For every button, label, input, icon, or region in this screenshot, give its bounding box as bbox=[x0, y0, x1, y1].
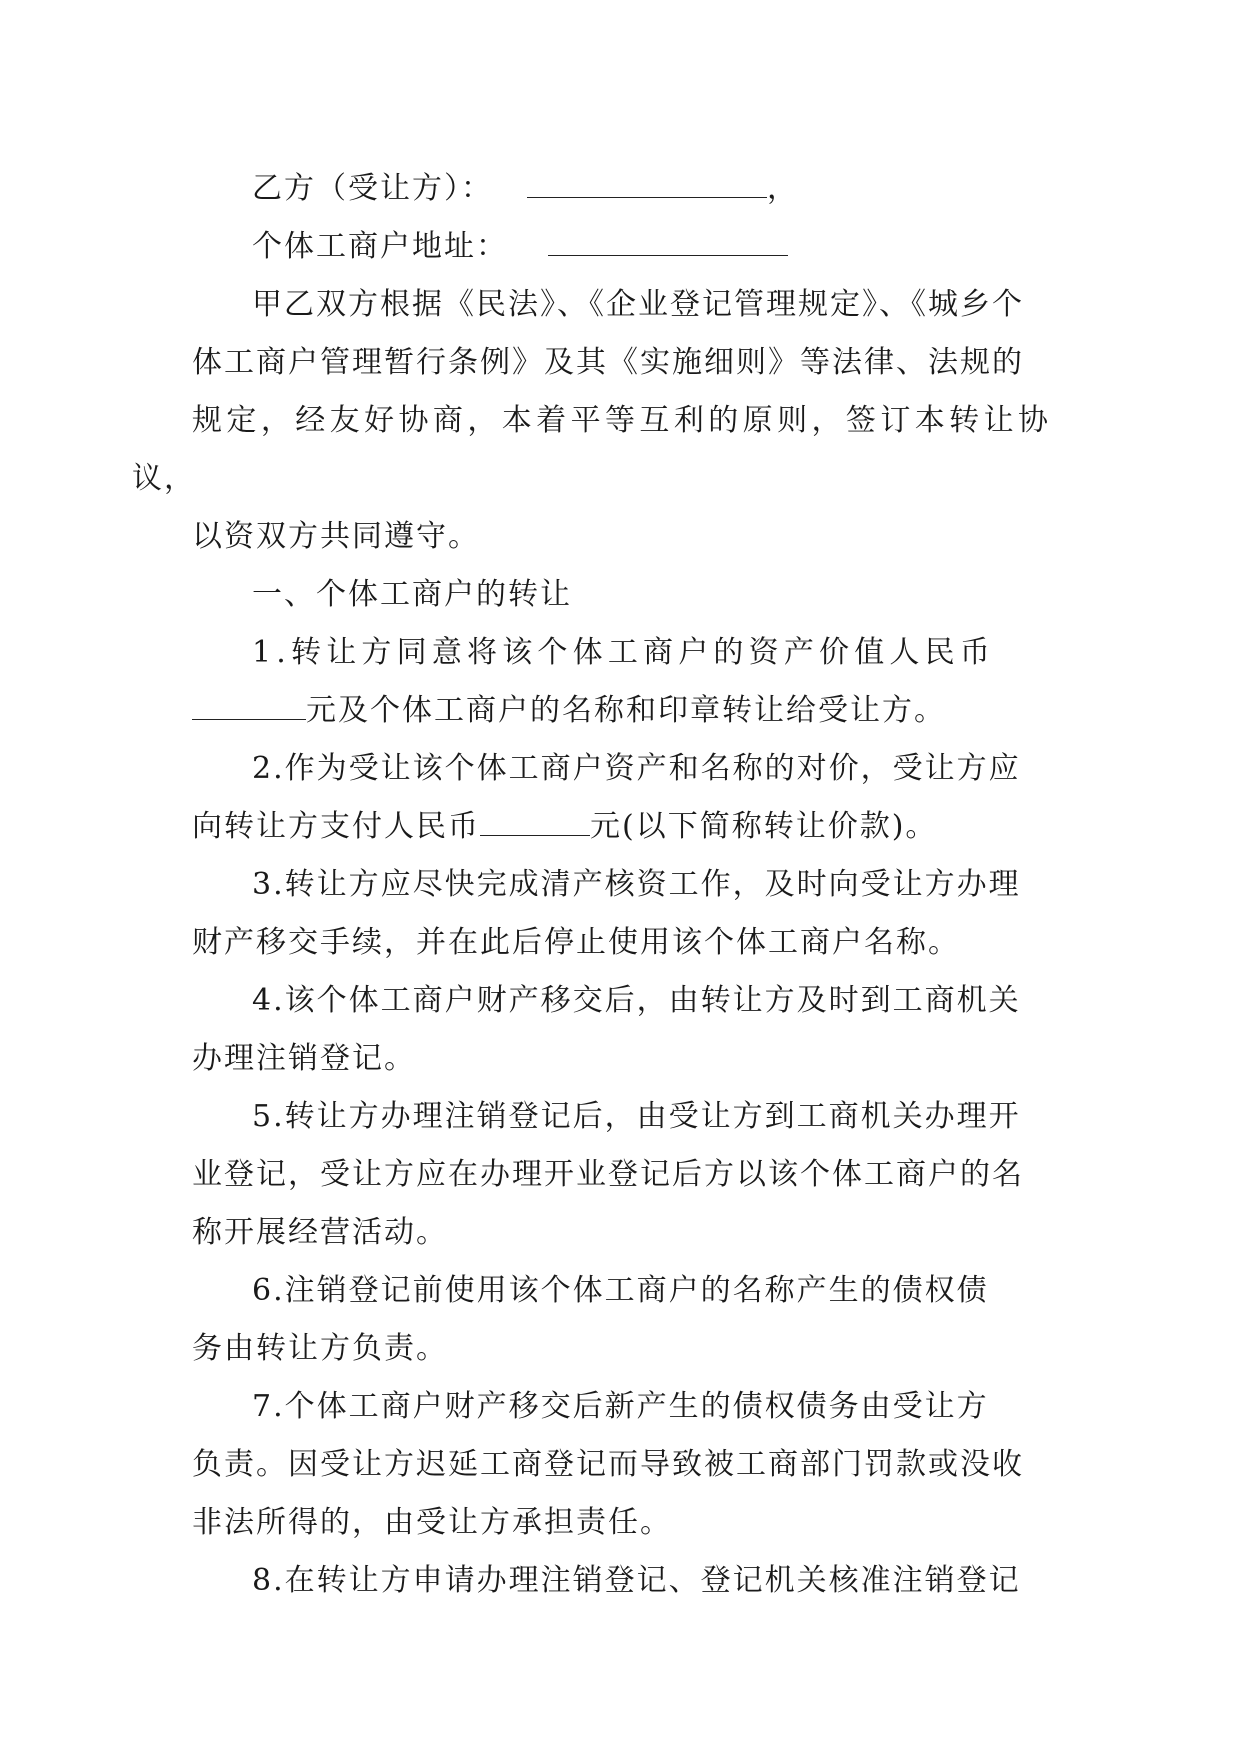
clause-text: 元(以下简称转让价款)。 bbox=[590, 809, 938, 844]
intro-paragraph bbox=[132, 276, 1050, 566]
section-heading: 一、个体工商户的转让 bbox=[252, 577, 572, 612]
clause-text: 7.个体工商户财产移交后新产生的债权债务由受让方 bbox=[252, 1389, 989, 1424]
clause-text: 3.转让方应尽快完成清产核资工作，及时向受让方办理 bbox=[252, 867, 1021, 902]
clause-1 bbox=[192, 624, 1050, 740]
clause-text: 5.转让方办理注销登记后，由受让方到工商机关办理开 bbox=[252, 1099, 1021, 1134]
intro-line: 甲乙双方根据《民法》、《企业登记管理规定》、《城乡个 bbox=[252, 287, 1024, 322]
clause-text: 元及个体工商户的名称和印章转让给受让方。 bbox=[306, 693, 946, 728]
clause-text: 办理注销登记。 bbox=[192, 1041, 416, 1076]
clause-text: 业登记，受让方应在办理开业登记后方以该个体工商户的名 bbox=[192, 1157, 1024, 1192]
clause-text: 务由转让方负责。 bbox=[192, 1331, 448, 1366]
party-b-comma: ， bbox=[767, 171, 799, 206]
clause-text: 6.注销登记前使用该个体工商户的名称产生的债权债 bbox=[252, 1273, 989, 1308]
clause-2 bbox=[192, 740, 1050, 856]
party-b-label: 乙方（受让方）： bbox=[252, 171, 493, 206]
address-blank bbox=[548, 231, 788, 256]
party-b-blank bbox=[527, 173, 767, 198]
agreement-body bbox=[132, 160, 1050, 1610]
clause-text: 财产移交手续，并在此后停止使用该个体工商户名称。 bbox=[192, 925, 960, 960]
intro-line: 规定，经友好协商，本着平等互利的原则，签订本转让协议， bbox=[132, 403, 1050, 496]
clause-text-line bbox=[132, 798, 1050, 856]
address-label: 个体工商户地址： bbox=[252, 229, 508, 264]
clause-8 bbox=[192, 1552, 1050, 1610]
clause-text: 8.在转让方申请办理注销登记、登记机关核准注销登记 bbox=[252, 1563, 1021, 1598]
clause-6 bbox=[192, 1262, 1050, 1378]
clause-3 bbox=[192, 856, 1050, 972]
clause-text: 非法所得的，由受让方承担责任。 bbox=[192, 1505, 672, 1540]
intro-line: 体工商户管理暂行条例》及其《实施细则》等法律、法规的 bbox=[192, 345, 1024, 380]
clause-text: 1.转让方同意将该个体工商户的资产价值人民币 bbox=[252, 635, 996, 670]
amount-blank bbox=[192, 695, 306, 720]
clause-7 bbox=[192, 1378, 1050, 1552]
clause-text: 4.该个体工商户财产移交后，由转让方及时到工商机关 bbox=[252, 983, 1021, 1018]
clause-text-line bbox=[132, 682, 1050, 740]
clause-text: 向转让方支付人民币 bbox=[192, 809, 480, 844]
clause-4 bbox=[192, 972, 1050, 1088]
price-blank bbox=[480, 811, 590, 836]
clause-text: 称开展经营活动。 bbox=[192, 1215, 448, 1250]
address-line bbox=[192, 218, 1050, 276]
party-b-line bbox=[192, 160, 1050, 218]
clause-text: 2.作为受让该个体工商户资产和名称的对价，受让方应 bbox=[252, 751, 1021, 786]
clause-text: 负责。因受让方迟延工商登记而导致被工商部门罚款或没收 bbox=[192, 1447, 1024, 1482]
intro-line: 以资双方共同遵守。 bbox=[192, 519, 480, 554]
clause-5 bbox=[192, 1088, 1050, 1262]
